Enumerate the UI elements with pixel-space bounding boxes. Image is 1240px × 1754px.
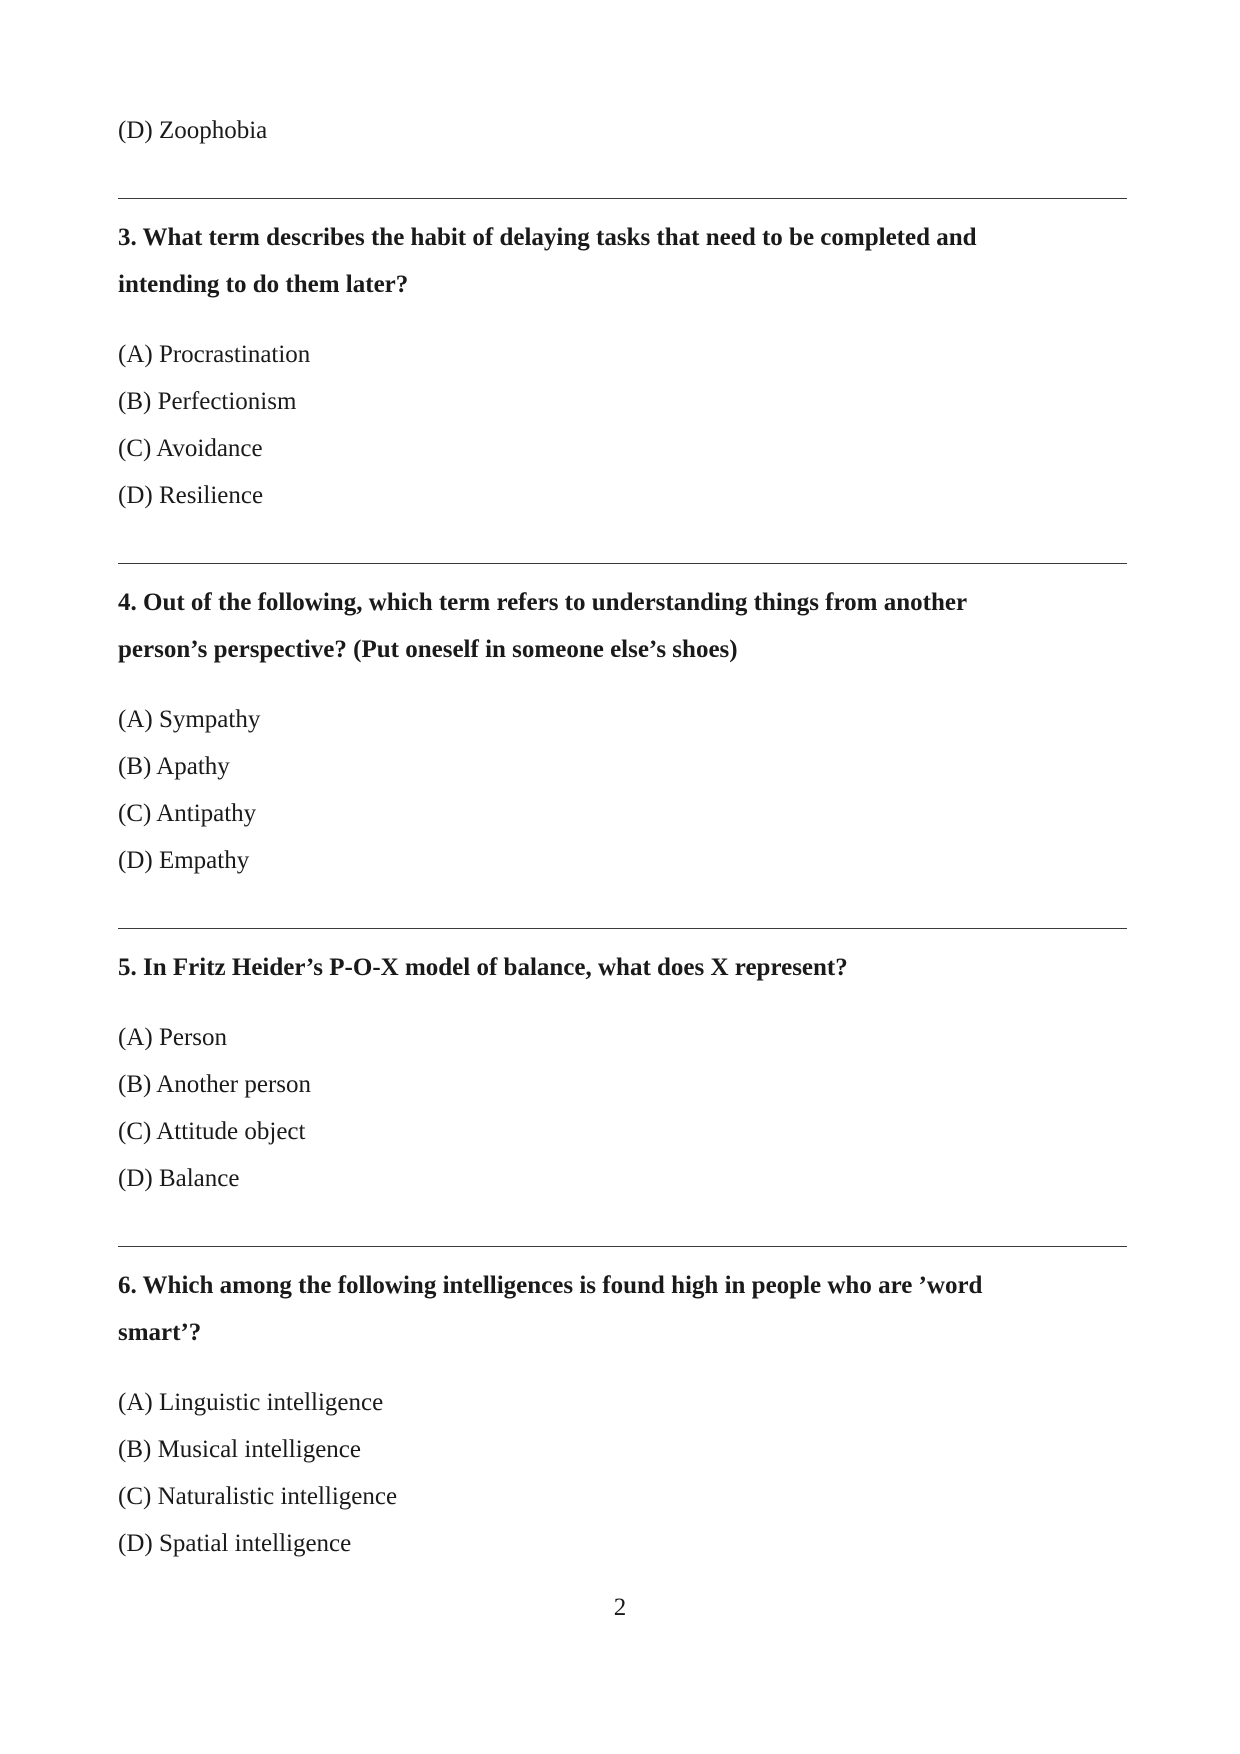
question-3-text-line-2: intending to do them later?: [118, 271, 409, 298]
question-divider: [118, 928, 1127, 929]
question-divider: [118, 1246, 1127, 1247]
question-5-option-b: (B) Another person: [118, 1071, 312, 1098]
question-4-text-line-2: person’s perspective? (Put oneself in someone else’s shoes): [118, 636, 738, 663]
question-4-option-a: (A) Sympathy: [118, 706, 261, 733]
question-3-option-c: (C) Avoidance: [118, 435, 263, 462]
question-3-option-d: (D) Resilience: [118, 482, 264, 509]
question-3-option-a: (A) Procrastination: [118, 341, 311, 368]
question-6-text-line-1: 6. Which among the following intelligences is found high in people who are ’word: [118, 1272, 983, 1299]
question-4-option-b: (B) Apathy: [118, 753, 230, 780]
question-5-option-a: (A) Person: [118, 1024, 228, 1051]
question-5-option-c: (C) Attitude object: [118, 1118, 306, 1145]
question-3-text-line-1: 3. What term describes the habit of delaying tasks that need to be completed and: [118, 224, 977, 251]
question-divider: [118, 563, 1127, 564]
question-6-option-a: (A) Linguistic intelligence: [118, 1389, 384, 1416]
question-5-option-d: (D) Balance: [118, 1165, 240, 1192]
question-6-option-b: (B) Musical intelligence: [118, 1436, 361, 1463]
question-5-text-line-1: 5. In Fritz Heider’s P-O-X model of balance, what does X represent?: [118, 954, 848, 981]
question-3-option-b: (B) Perfectionism: [118, 388, 297, 415]
page-number: 2: [613, 1594, 627, 1621]
question-4-option-c: (C) Antipathy: [118, 800, 257, 827]
question-6-text-line-2: smart’?: [118, 1319, 202, 1346]
question-6-option-c: (C) Naturalistic intelligence: [118, 1483, 398, 1510]
question-6-option-d: (D) Spatial intelligence: [118, 1530, 352, 1557]
prev-question-option-d: (D) Zoophobia: [118, 117, 268, 144]
question-divider: [118, 198, 1127, 199]
question-4-text-line-1: 4. Out of the following, which term refers to understanding things from another: [118, 589, 968, 616]
question-4-option-d: (D) Empathy: [118, 847, 250, 874]
